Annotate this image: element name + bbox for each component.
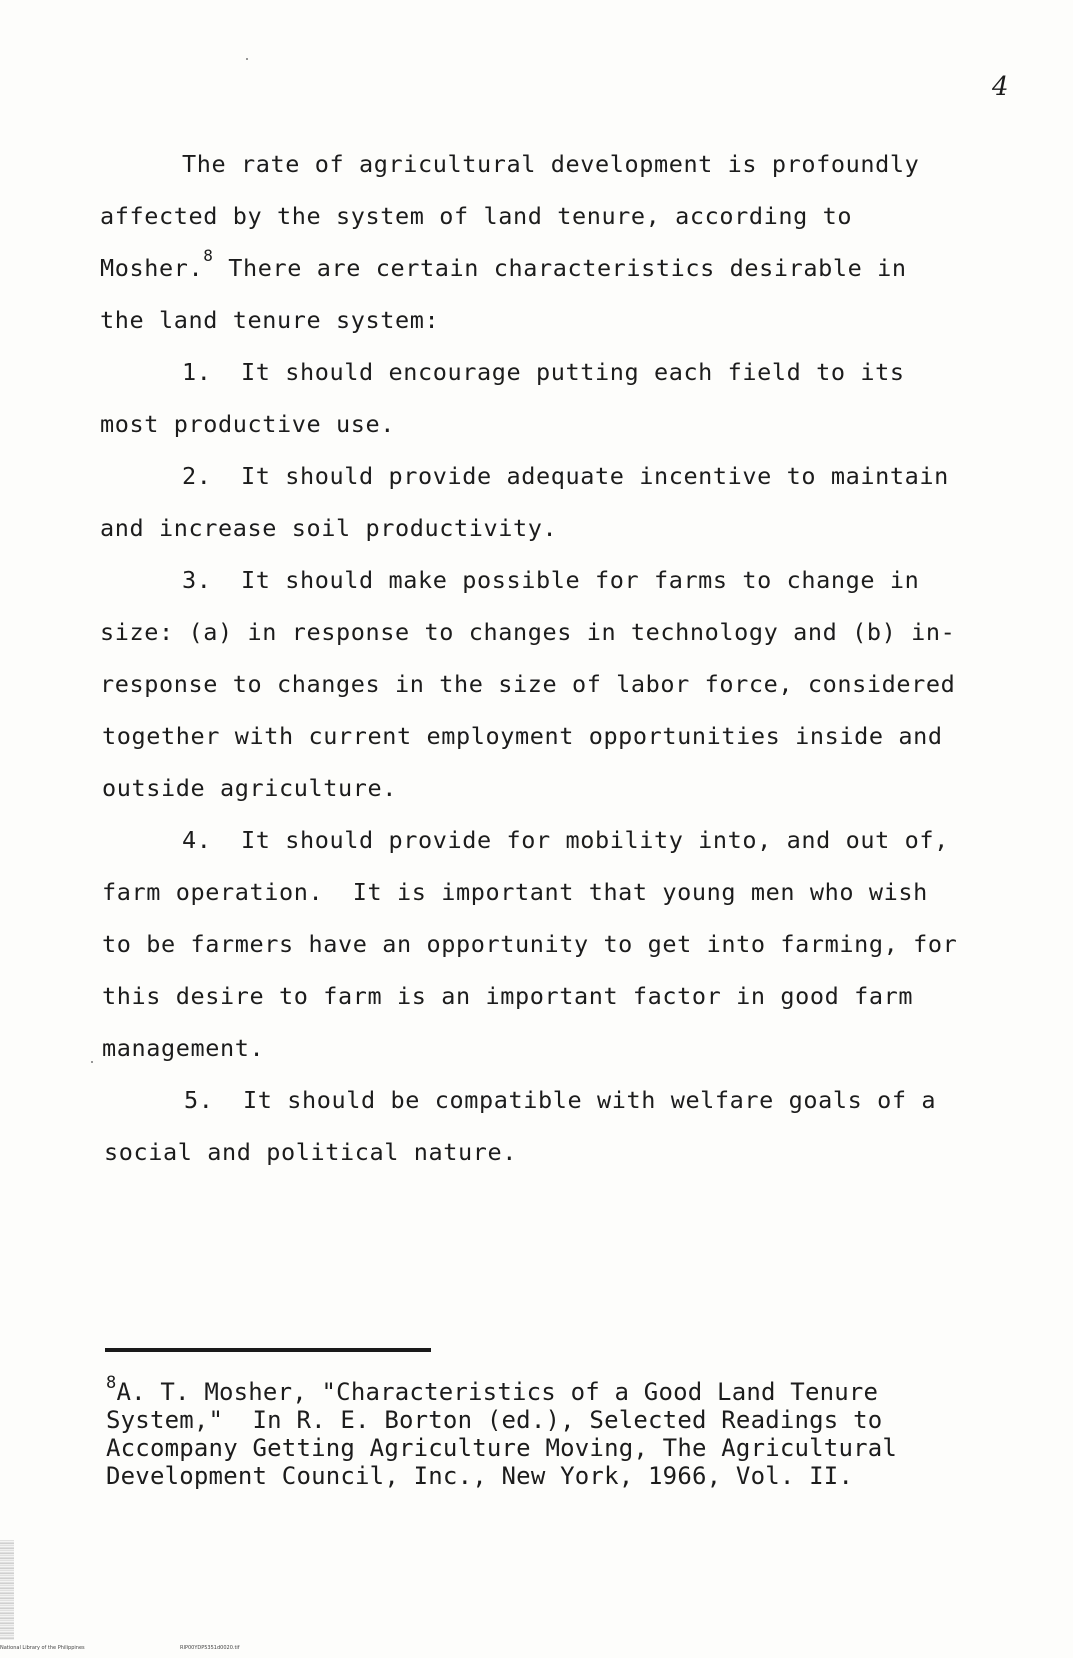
list-item-1: 1. It should encourage putting each field to its bbox=[182, 358, 905, 386]
footnote-line bbox=[106, 1373, 879, 1409]
body-line: response to changes in the size of labor force, considered bbox=[100, 670, 956, 698]
footnote-reference: 8 bbox=[203, 246, 214, 265]
body-line: affected by the system of land tenure, according to bbox=[100, 202, 853, 230]
list-item-5: 5. It should be compatible with welfare goals of a bbox=[184, 1086, 937, 1114]
footnote-line: System," In R. E. Borton (ed.), Selected Readings to bbox=[106, 1406, 883, 1434]
body-line: and increase soil productivity. bbox=[100, 514, 558, 542]
body-line-with-footnote bbox=[100, 246, 907, 282]
body-line: management. bbox=[102, 1034, 265, 1062]
footnote-marker: 8 bbox=[106, 1373, 117, 1393]
archive-stamp-right: RIP00YDP5351d0020.tif bbox=[180, 1645, 240, 1651]
body-line: this desire to farm is an important factor in good farm bbox=[102, 982, 914, 1010]
body-line: outside agriculture. bbox=[102, 774, 397, 802]
page-number: 4 bbox=[992, 72, 1009, 102]
footnote-text: A. T. Mosher, "Characteristics of a Good Land Tenure bbox=[116, 1378, 879, 1406]
body-line: to be farmers have an opportunity to get into farming, for bbox=[102, 930, 958, 958]
body-line: social and political nature. bbox=[104, 1138, 517, 1166]
archive-stamp-left: National Library of the Philippines bbox=[0, 1645, 85, 1651]
body-line: together with current employment opportunities inside and bbox=[102, 722, 943, 750]
list-item-3: 3. It should make possible for farms to change in bbox=[182, 566, 920, 594]
scan-edge-noise bbox=[0, 1540, 14, 1640]
body-line: most productive use. bbox=[100, 410, 395, 438]
mosher-word: Mosher. bbox=[100, 254, 204, 282]
body-line: farm operation. It is important that young men who wish bbox=[102, 878, 928, 906]
footnote-line: Accompany Getting Agriculture Moving, The Agricultural bbox=[106, 1434, 898, 1462]
list-item-2: 2. It should provide adequate incentive to maintain bbox=[182, 462, 949, 490]
scan-speck bbox=[246, 58, 248, 60]
body-line-tail: There are certain characteristics desirable in bbox=[228, 254, 907, 282]
body-line: the land tenure system: bbox=[100, 306, 440, 334]
footnote-line: Development Council, Inc., New York, 1966, Vol. II. bbox=[106, 1462, 854, 1490]
body-line: The rate of agricultural development is profoundly bbox=[182, 150, 920, 178]
body-line: size: (a) in response to changes in technology and (b) in- bbox=[100, 618, 956, 646]
footnote-divider bbox=[105, 1348, 431, 1352]
list-item-4: 4. It should provide for mobility into, and out of, bbox=[182, 826, 949, 854]
scan-speck bbox=[91, 1061, 93, 1063]
